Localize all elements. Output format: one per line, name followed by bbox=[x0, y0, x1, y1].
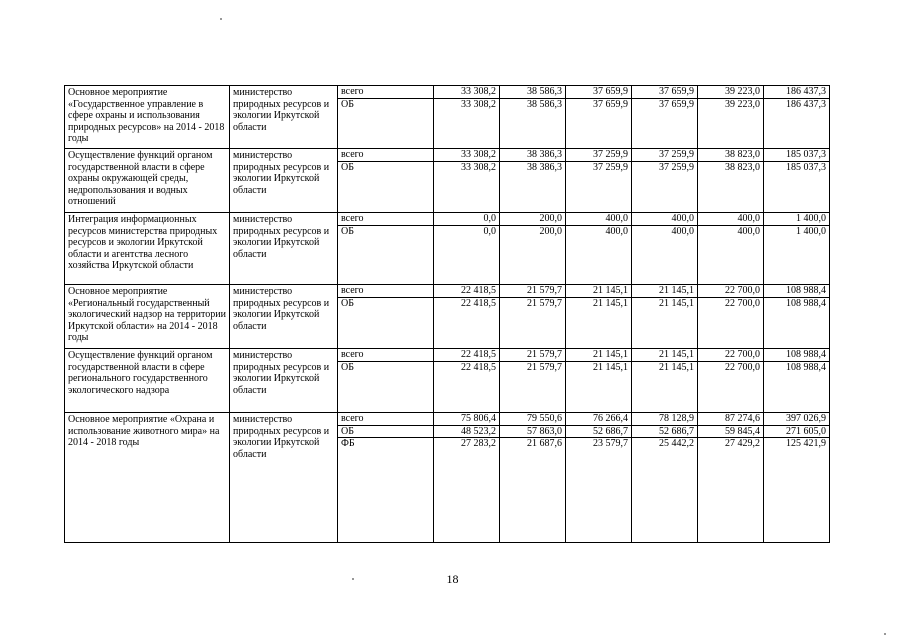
funding-source-label: ОБ bbox=[338, 361, 433, 374]
amount-value: 22 418,5 bbox=[461, 349, 496, 360]
amount-value: 400,0 bbox=[605, 213, 628, 224]
funding-source-cell bbox=[338, 349, 434, 413]
amount-value: 21 145,1 bbox=[659, 285, 694, 296]
year-amount-cell bbox=[632, 349, 698, 413]
year-amount-cell bbox=[500, 213, 566, 285]
funding-source-label: ОБ bbox=[338, 161, 433, 174]
amount-value: 108 988,4 bbox=[764, 361, 829, 374]
year-amount-cell bbox=[434, 349, 500, 413]
amount-value: 22 418,5 bbox=[461, 285, 496, 296]
year-amount-cell bbox=[500, 285, 566, 349]
amount-value: 57 863,0 bbox=[500, 425, 565, 438]
amount-value: 200,0 bbox=[500, 225, 565, 238]
amount-value: 0,0 bbox=[483, 213, 496, 224]
total-amount-cell bbox=[764, 349, 830, 413]
amount-value: 21 687,6 bbox=[500, 437, 565, 450]
amount-value: 27 283,2 bbox=[434, 437, 499, 450]
amount-value: 22 418,5 bbox=[434, 297, 499, 310]
funding-source-label: ОБ bbox=[338, 98, 433, 111]
amount-value: 21 145,1 bbox=[593, 349, 628, 360]
budget-table-body bbox=[65, 86, 830, 543]
amount-value: 22 700,0 bbox=[698, 361, 763, 374]
amount-value: 27 429,2 bbox=[698, 437, 763, 450]
year-amount-cell bbox=[434, 213, 500, 285]
year-amount-cell bbox=[698, 86, 764, 149]
amount-value: 37 659,9 bbox=[566, 98, 631, 111]
amount-value: 21 579,7 bbox=[500, 361, 565, 374]
amount-value: 33 308,2 bbox=[461, 86, 496, 97]
amount-value: 33 308,2 bbox=[434, 98, 499, 111]
total-amount-cell bbox=[764, 213, 830, 285]
amount-value: 37 659,9 bbox=[632, 98, 697, 111]
table-row bbox=[65, 285, 830, 349]
amount-value: 186 437,3 bbox=[764, 98, 829, 111]
year-amount-cell bbox=[698, 413, 764, 543]
amount-value: 75 806,4 bbox=[461, 413, 496, 424]
amount-value: 48 523,2 bbox=[434, 425, 499, 438]
amount-value: 38 586,3 bbox=[527, 86, 562, 97]
year-amount-cell bbox=[500, 149, 566, 213]
amount-value: 21 579,7 bbox=[500, 297, 565, 310]
amount-value: 37 259,9 bbox=[632, 161, 697, 174]
amount-value: 400,0 bbox=[698, 225, 763, 238]
executor-cell: министерство природных ресурсов и экологии Иркутской области bbox=[230, 413, 338, 543]
amount-value: 38 823,0 bbox=[725, 149, 760, 160]
amount-value: 21 145,1 bbox=[659, 349, 694, 360]
amount-value: 22 700,0 bbox=[698, 297, 763, 310]
amount-value: 59 845,4 bbox=[698, 425, 763, 438]
year-amount-cell bbox=[434, 285, 500, 349]
amount-value: 38 386,3 bbox=[500, 161, 565, 174]
amount-value: 21 145,1 bbox=[566, 297, 631, 310]
funding-source-label: всего bbox=[341, 349, 364, 360]
year-amount-cell bbox=[566, 285, 632, 349]
amount-value: 108 988,4 bbox=[786, 349, 826, 360]
amount-value: 39 223,0 bbox=[725, 86, 760, 97]
year-amount-cell bbox=[632, 285, 698, 349]
amount-value: 1 400,0 bbox=[796, 213, 826, 224]
scan-speck bbox=[220, 18, 222, 20]
amount-value: 185 037,3 bbox=[786, 149, 826, 160]
year-amount-cell bbox=[434, 149, 500, 213]
year-amount-cell bbox=[434, 413, 500, 543]
table-row bbox=[65, 349, 830, 413]
funding-source-label: всего bbox=[341, 149, 364, 160]
funding-source-label: ОБ bbox=[338, 297, 433, 310]
funding-source-label: всего bbox=[341, 86, 364, 97]
amount-value: 38 823,0 bbox=[698, 161, 763, 174]
amount-value: 21 145,1 bbox=[632, 361, 697, 374]
amount-value: 186 437,3 bbox=[786, 86, 826, 97]
amount-value: 33 308,2 bbox=[434, 161, 499, 174]
year-amount-cell bbox=[632, 86, 698, 149]
year-amount-cell bbox=[434, 86, 500, 149]
year-amount-cell bbox=[566, 149, 632, 213]
year-amount-cell bbox=[566, 213, 632, 285]
amount-value: 125 421,9 bbox=[764, 437, 829, 450]
amount-value: 79 550,6 bbox=[527, 413, 562, 424]
amount-value: 78 128,9 bbox=[659, 413, 694, 424]
funding-source-label: ОБ bbox=[338, 425, 433, 438]
activity-name-cell: Интеграция информационных ресурсов министерства природных ресурсов и экологии Иркутской области и агентства лесного хозяйства Иркутской области bbox=[65, 213, 230, 285]
year-amount-cell bbox=[632, 413, 698, 543]
amount-value: 108 988,4 bbox=[764, 297, 829, 310]
amount-value: 21 579,7 bbox=[527, 285, 562, 296]
amount-value: 52 686,7 bbox=[566, 425, 631, 438]
activity-name-cell: Основное мероприятие «Региональный государственный экологический надзор на территории Иркутской области» на 2014 - 2018 годы bbox=[65, 285, 230, 349]
amount-value: 1 400,0 bbox=[764, 225, 829, 238]
funding-source-label: всего bbox=[341, 213, 364, 224]
activity-name-cell: Осуществление функций органом государственной власти в сфере охраны окружающей среды, недропользования и водных отношений bbox=[65, 149, 230, 213]
total-amount-cell bbox=[764, 149, 830, 213]
year-amount-cell bbox=[500, 413, 566, 543]
year-amount-cell bbox=[566, 86, 632, 149]
amount-value: 400,0 bbox=[671, 213, 694, 224]
table-row bbox=[65, 213, 830, 285]
amount-value: 25 442,2 bbox=[632, 437, 697, 450]
table-row bbox=[65, 86, 830, 149]
amount-value: 400,0 bbox=[566, 225, 631, 238]
amount-value: 108 988,4 bbox=[786, 285, 826, 296]
amount-value: 21 145,1 bbox=[593, 285, 628, 296]
year-amount-cell bbox=[698, 349, 764, 413]
amount-value: 37 259,9 bbox=[566, 161, 631, 174]
amount-value: 21 579,7 bbox=[527, 349, 562, 360]
amount-value: 37 259,9 bbox=[593, 149, 628, 160]
funding-source-label: всего bbox=[341, 285, 364, 296]
year-amount-cell bbox=[566, 413, 632, 543]
amount-value: 22 700,0 bbox=[725, 349, 760, 360]
amount-value: 38 386,3 bbox=[527, 149, 562, 160]
amount-value: 271 605,0 bbox=[764, 425, 829, 438]
amount-value: 76 266,4 bbox=[593, 413, 628, 424]
year-amount-cell bbox=[698, 213, 764, 285]
executor-cell: министерство природных ресурсов и экологии Иркутской области bbox=[230, 213, 338, 285]
year-amount-cell bbox=[632, 213, 698, 285]
funding-source-cell bbox=[338, 213, 434, 285]
year-amount-cell bbox=[632, 149, 698, 213]
amount-value: 22 418,5 bbox=[434, 361, 499, 374]
funding-source-label: ФБ bbox=[338, 437, 433, 450]
amount-value: 87 274,6 bbox=[725, 413, 760, 424]
executor-cell: министерство природных ресурсов и экологии Иркутской области bbox=[230, 285, 338, 349]
amount-value: 400,0 bbox=[632, 225, 697, 238]
funding-source-cell bbox=[338, 149, 434, 213]
year-amount-cell bbox=[500, 349, 566, 413]
amount-value: 23 579,7 bbox=[566, 437, 631, 450]
activity-name-cell: Основное мероприятие «Охрана и использование животного мира» на 2014 - 2018 годы bbox=[65, 413, 230, 543]
amount-value: 21 145,1 bbox=[632, 297, 697, 310]
amount-value: 37 259,9 bbox=[659, 149, 694, 160]
year-amount-cell bbox=[500, 86, 566, 149]
budget-table bbox=[64, 85, 830, 543]
amount-value: 200,0 bbox=[539, 213, 562, 224]
total-amount-cell bbox=[764, 413, 830, 543]
amount-value: 400,0 bbox=[737, 213, 760, 224]
total-amount-cell bbox=[764, 86, 830, 149]
total-amount-cell bbox=[764, 285, 830, 349]
year-amount-cell bbox=[566, 349, 632, 413]
funding-source-cell bbox=[338, 285, 434, 349]
scan-speck bbox=[884, 633, 886, 635]
amount-value: 0,0 bbox=[434, 225, 499, 238]
table-row bbox=[65, 149, 830, 213]
amount-value: 21 145,1 bbox=[566, 361, 631, 374]
funding-source-cell bbox=[338, 86, 434, 149]
executor-cell: министерство природных ресурсов и экологии Иркутской области bbox=[230, 149, 338, 213]
amount-value: 38 586,3 bbox=[500, 98, 565, 111]
amount-value: 37 659,9 bbox=[593, 86, 628, 97]
amount-value: 33 308,2 bbox=[461, 149, 496, 160]
executor-cell: министерство природных ресурсов и экологии Иркутской области bbox=[230, 86, 338, 149]
funding-source-label: ОБ bbox=[338, 225, 433, 238]
page-number: 18 bbox=[446, 572, 459, 586]
amount-value: 39 223,0 bbox=[698, 98, 763, 111]
funding-source-label: всего bbox=[341, 413, 364, 424]
activity-name-cell: Основное мероприятие «Государственное управление в сфере охраны и использования природных ресурсов» на 2014 - 2018 годы bbox=[65, 86, 230, 149]
amount-value: 397 026,9 bbox=[786, 413, 826, 424]
table-row bbox=[65, 413, 830, 543]
amount-value: 37 659,9 bbox=[659, 86, 694, 97]
activity-name-cell: Осуществление функций органом государственной власти в сфере регионального государственного экологического надзора bbox=[65, 349, 230, 413]
scan-speck bbox=[352, 578, 354, 580]
year-amount-cell bbox=[698, 149, 764, 213]
executor-cell: министерство природных ресурсов и экологии Иркутской области bbox=[230, 349, 338, 413]
amount-value: 185 037,3 bbox=[764, 161, 829, 174]
amount-value: 22 700,0 bbox=[725, 285, 760, 296]
year-amount-cell bbox=[698, 285, 764, 349]
amount-value: 52 686,7 bbox=[632, 425, 697, 438]
funding-source-cell bbox=[338, 413, 434, 543]
